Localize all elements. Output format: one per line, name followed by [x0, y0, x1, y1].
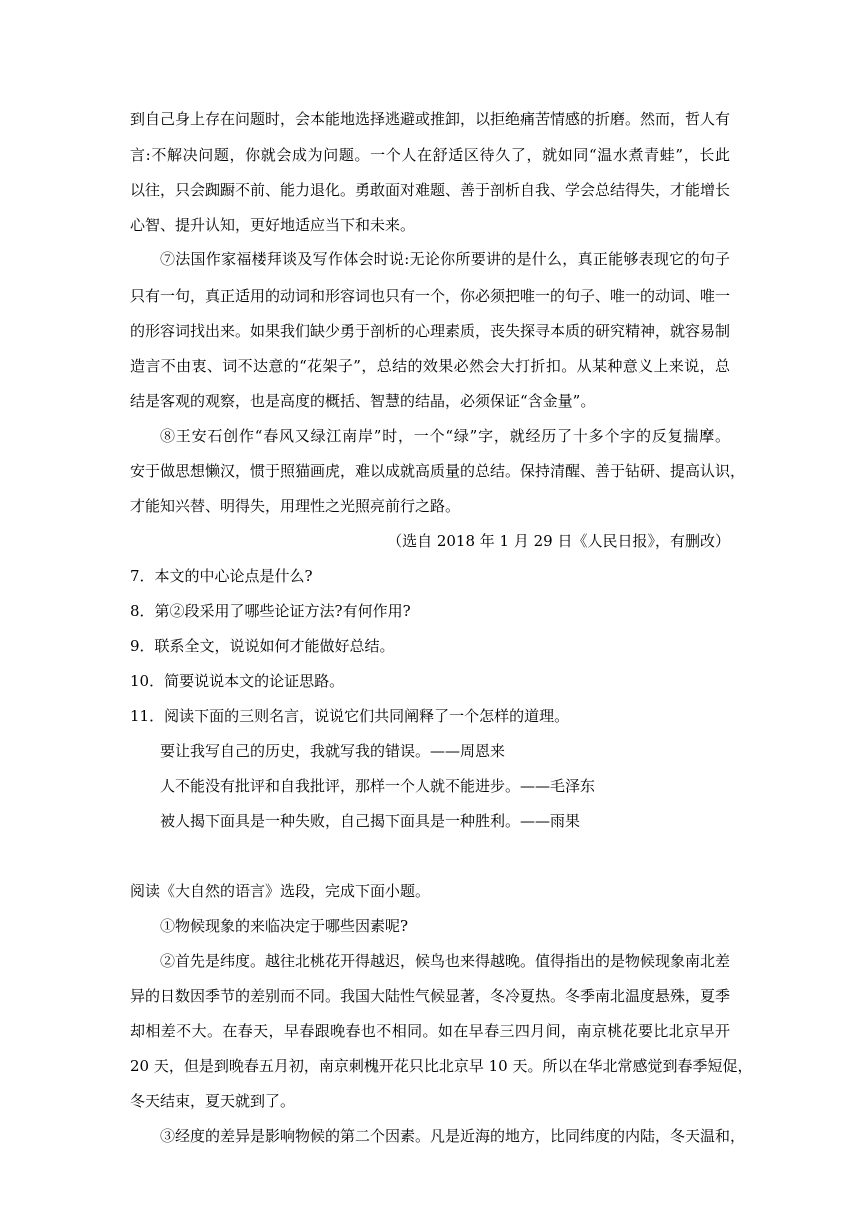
paragraph-7-line: 的形容词找出来。如果我们缺少勇于剖析的心理素质，丧失探寻本质的研究精神，就容易制 [130, 322, 731, 340]
question-8: 8．第②段采用了哪些论证方法?有何作用? [130, 602, 411, 620]
passage-2-paragraph-3-line: ③经度的差异是影响物候的第二个因素。凡是近海的地方，比同纬度的内陆，冬天温和， [160, 1127, 746, 1145]
paragraph-8-line: 才能知兴替、明得失，用理性之光照亮前行之路。 [130, 497, 461, 515]
passage-2-paragraph-1: ①物候现象的来临决定于哪些因素呢? [160, 917, 409, 935]
question-10: 10．简要说说本文的论证思路。 [130, 672, 345, 690]
passage-2-paragraph-2-line: 冬天结束，夏天就到了。 [130, 1092, 296, 1110]
passage-2-paragraph-2-line: 却相差不大。在春天，早春跟晚春也不相同。如在早春三四月间，南京桃花要比北京早开 [130, 1022, 730, 1040]
question-9: 9．联系全文，说说如何才能做好总结。 [130, 637, 395, 655]
text-line: 言:不解决问题，你就会成为问题。一个人在舒适区待久了，就如同“温水煮青蛙”，长此 [130, 146, 730, 164]
passage-2-intro: 阅读《大自然的语言》选段，完成下面小题。 [130, 882, 431, 900]
quote-zhou-enlai: 要让我写自己的历史，我就写我的错误。——周恩来 [160, 742, 506, 760]
source-citation: （选自 2018 年 1 月 29 日《人民日报》，有删改） [387, 532, 730, 550]
question-7: 7．本文的中心论点是什么? [130, 567, 313, 585]
quote-mao-zedong: 人不能没有批评和自我批评，那样一个人就不能进步。——毛泽东 [160, 777, 596, 795]
passage-2-paragraph-2-line: 异的日数因季节的差别而不同。我国大陆性气候显著，冬冷夏热。冬季南北温度悬殊，夏季 [130, 987, 731, 1005]
paragraph-8-line: ⑧王安石创作“春风又绿江南岸”时，一个“绿”字，就经历了十多个字的反复揣摩。 [160, 427, 730, 445]
quote-hugo: 被人揭下面具是一种失败，自己揭下面具是一种胜利。——雨果 [160, 812, 581, 830]
text-line: 以往，只会踟蹰不前、能力退化。勇敢面对难题、善于剖析自我、学会总结得失，才能增长 [130, 181, 731, 199]
text-line: 到自己身上存在问题时，会本能地选择逃避或推卸，以拒绝痛苦情感的折磨。然而，哲人有 [130, 110, 731, 128]
passage-2-paragraph-2-line: ②首先是纬度。越往北桃花开得越迟，候鸟也来得越晚。值得指出的是物候现象南北差 [160, 952, 731, 970]
paragraph-7-line: 造言不由衷、词不达意的“花架子”，总结的效果必然会大打折扣。从某种意义上来说，总 [130, 357, 730, 375]
paragraph-7-line: ⑦法国作家福楼拜谈及写作体会时说:无论你所要讲的是什么，真正能够表现它的句子 [160, 250, 730, 268]
paragraph-7-line: 只有一句，真正适用的动词和形容词也只有一个，你必须把唯一的句子、唯一的动词、唯一 [130, 287, 731, 305]
question-11: 11．阅读下面的三则名言，说说它们共同阐释了一个怎样的道理。 [130, 707, 570, 725]
paragraph-7-line: 结是客观的观察，也是高度的概括、智慧的结晶，必须保证“含金量”。 [130, 392, 596, 410]
paragraph-8-line: 安于做思想懒汉，惯于照猫画虎，难以成就高质量的总结。保持清醒、善于钻研、提高认识， [130, 462, 746, 480]
text-line: 心智、提升认知，更好地适应当下和未来。 [130, 216, 416, 234]
passage-2-paragraph-2-line: 20 天，但是到晚春五月初，南京刺槐开花只比北京早 10 天。所以在华北常感觉到春季短促， [130, 1057, 753, 1075]
